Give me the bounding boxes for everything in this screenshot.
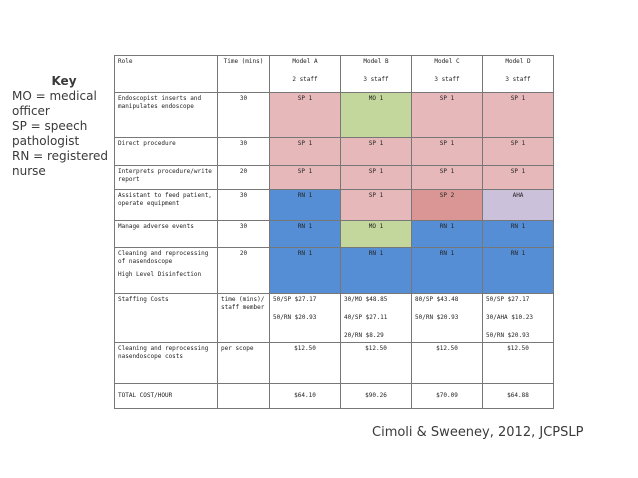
model-cell: RN 1: [270, 190, 341, 221]
model-cell: RN 1: [270, 221, 341, 248]
time-cell: 30: [218, 138, 270, 166]
cost-cell: [483, 294, 554, 343]
role-cell: Cleaning and reprocessing nasendoscope costs: [115, 343, 218, 384]
header-time: Time (mins): [218, 56, 270, 93]
time-cell: 20: [218, 248, 270, 294]
staff-count: 3 staff: [505, 76, 531, 83]
model-name: Model C: [434, 58, 460, 65]
unit-cell: time (mins)/ staff member: [218, 294, 270, 343]
model-cell: AHA: [483, 190, 554, 221]
model-cell: SP 1: [412, 138, 483, 166]
cost-line: 50/RN $20.93: [486, 332, 530, 339]
staff-count: 3 staff: [434, 76, 460, 83]
cost-cell: $12.50: [270, 343, 341, 384]
model-cell: SP 1: [483, 93, 554, 138]
cost-line: 30/AHA $10.23: [486, 314, 533, 321]
role-cell: Assistant to feed patient, operate equipment: [115, 190, 218, 221]
legend-key: [12, 74, 112, 179]
unit-cell: per scope: [218, 343, 270, 384]
time-cell: 30: [218, 93, 270, 138]
cost-cell: $12.50: [483, 343, 554, 384]
cost-cell: [412, 294, 483, 343]
model-name: Model B: [363, 58, 389, 65]
legend-item: MO = medical officer: [12, 89, 97, 118]
model-cell: MO 1: [341, 93, 412, 138]
role-subtext: High Level Disinfection: [118, 271, 202, 278]
header-model-b: [341, 56, 412, 93]
total-cell: $90.26: [341, 384, 412, 409]
staff-count: 3 staff: [363, 76, 389, 83]
model-cell: SP 2: [412, 190, 483, 221]
total-cost-row: [115, 384, 554, 409]
header-model-d: [483, 56, 554, 93]
model-cell: RN 1: [341, 248, 412, 294]
role-text: Cleaning and reprocessing of nasendoscope: [118, 250, 209, 265]
model-cell: RN 1: [270, 248, 341, 294]
model-cell: RN 1: [412, 221, 483, 248]
header-model-a: [270, 56, 341, 93]
role-cell: Endoscopist inserts and manipulates endoscope: [115, 93, 218, 138]
model-cell: SP 1: [483, 138, 554, 166]
model-cell: SP 1: [341, 190, 412, 221]
model-cell: RN 1: [412, 248, 483, 294]
cost-line: 50/SP $27.17: [486, 296, 530, 303]
model-cell: RN 1: [483, 221, 554, 248]
legend-title: Key: [51, 74, 77, 88]
cost-cell: [270, 294, 341, 343]
role-cell: [115, 248, 218, 294]
empty-cell: [218, 384, 270, 409]
staff-count: 2 staff: [292, 76, 318, 83]
cost-line: 80/SP $43.48: [415, 296, 459, 303]
total-cell: $64.10: [270, 384, 341, 409]
model-cell: SP 1: [270, 93, 341, 138]
model-cell: SP 1: [270, 138, 341, 166]
model-cell: SP 1: [412, 166, 483, 190]
table-row: [115, 138, 554, 166]
header-role: Role: [115, 56, 218, 93]
time-cell: 30: [218, 190, 270, 221]
header-row: [115, 56, 554, 93]
cost-line: 50/RN $20.93: [415, 314, 459, 321]
legend-item: SP = speech pathologist: [12, 119, 88, 148]
cost-line: 50/RN $20.93: [273, 314, 317, 321]
cost-cell: $12.50: [412, 343, 483, 384]
table-row: [115, 248, 554, 294]
role-cell: Staffing Costs: [115, 294, 218, 343]
total-cell: $70.09: [412, 384, 483, 409]
model-cell: SP 1: [341, 138, 412, 166]
role-cell: Direct procedure: [115, 138, 218, 166]
model-cell: MO 1: [341, 221, 412, 248]
cost-line: 50/SP $27.17: [273, 296, 317, 303]
time-cell: 30: [218, 221, 270, 248]
header-model-c: [412, 56, 483, 93]
role-cell: Interprets procedure/write report: [115, 166, 218, 190]
total-label: TOTAL COST/HOUR: [115, 384, 218, 409]
model-name: Model A: [292, 58, 318, 65]
staffing-costs-row: [115, 294, 554, 343]
cost-cell: [341, 294, 412, 343]
model-comparison-table: [114, 55, 554, 409]
model-name: Model D: [505, 58, 531, 65]
table-row: [115, 221, 554, 248]
table-row: [115, 166, 554, 190]
model-cell: RN 1: [483, 248, 554, 294]
time-cell: 20: [218, 166, 270, 190]
cost-cell: $12.50: [341, 343, 412, 384]
role-cell: Manage adverse events: [115, 221, 218, 248]
table-row: [115, 93, 554, 138]
cost-line: 30/MO $48.85: [344, 296, 388, 303]
cleaning-costs-row: [115, 343, 554, 384]
table-row: [115, 190, 554, 221]
model-cell: SP 1: [341, 166, 412, 190]
cost-line: 40/SP $27.11: [344, 314, 388, 321]
citation: Cimoli & Sweeney, 2012, JCPSLP: [372, 425, 584, 440]
model-cell: SP 1: [412, 93, 483, 138]
total-cell: $64.88: [483, 384, 554, 409]
model-cell: SP 1: [483, 166, 554, 190]
cost-line: 20/RN $8.29: [344, 332, 384, 339]
model-cell: SP 1: [270, 166, 341, 190]
legend-item: RN = registered nurse: [12, 149, 109, 178]
